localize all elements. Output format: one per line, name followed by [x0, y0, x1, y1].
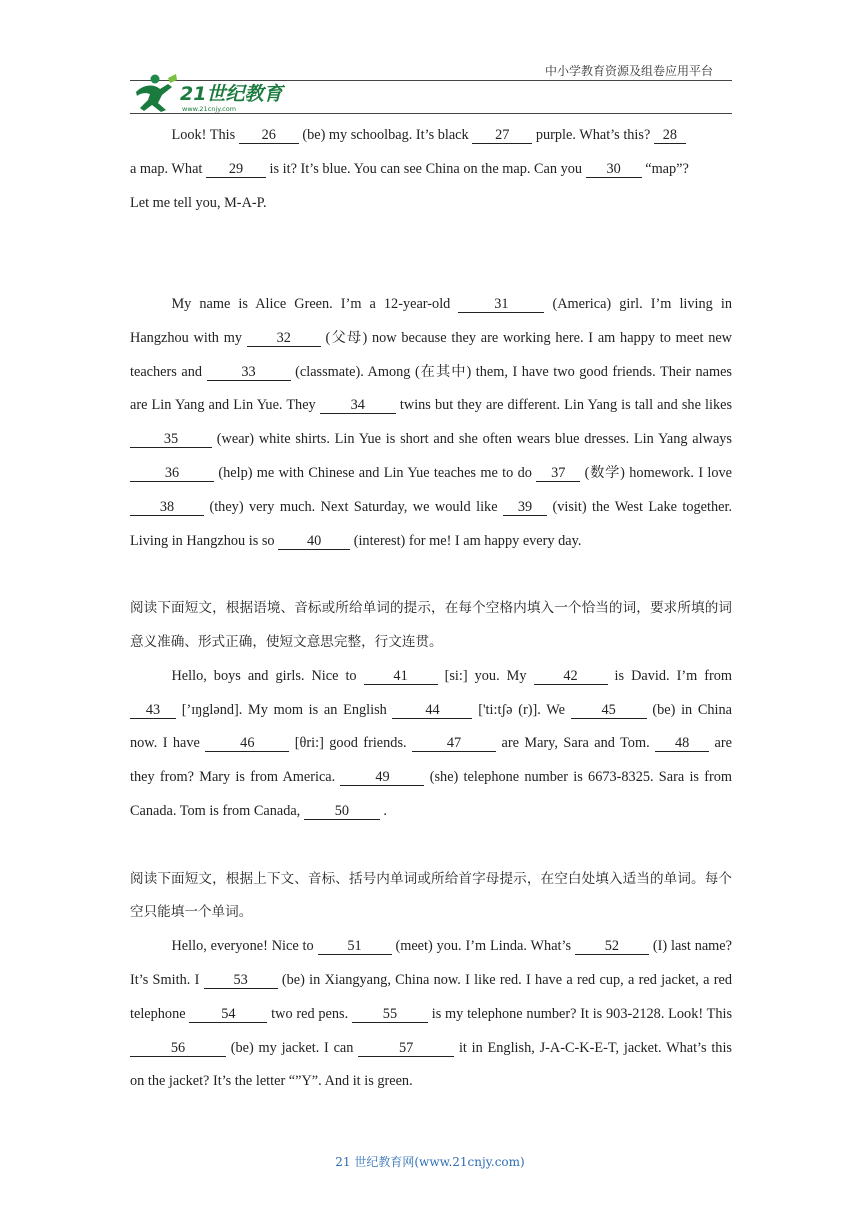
answer-blank-53[interactable]: 53	[204, 973, 278, 989]
passage-1-line	[130, 153, 732, 187]
answer-blank-41[interactable]: 41	[364, 669, 438, 685]
passage-text: [si:] you. My	[444, 667, 527, 684]
answer-blank-32[interactable]: 32	[247, 331, 321, 347]
passage-text: is it? It’s blue. You can see China on the map. Can you	[269, 160, 583, 177]
section-4-instruction: 阅读下面短文，根据上下文、音标、括号内单词或所给首字母提示，在空白处填入适当的单词。每个空只能填一个单词。	[130, 870, 732, 921]
answer-blank-39[interactable]: 39	[503, 500, 547, 516]
passage-text: (be) my schoolbag. It’s black	[302, 127, 469, 143]
footer-text: 21 世纪教育网(www.21cnjy.com)	[335, 1155, 525, 1169]
passage-text: ['ti:tʃə (r)]. We	[478, 701, 565, 718]
passage-text: a map. What	[130, 160, 203, 177]
passage-text: (数学) homework. I love	[584, 464, 733, 481]
answer-blank-48[interactable]: 48	[655, 736, 709, 752]
header-platform-text: 中小学教育资源及组卷应用平台	[544, 64, 713, 78]
passage-text: is David. I’m from	[614, 667, 733, 684]
answer-blank-40[interactable]: 40	[278, 534, 350, 550]
spacer	[130, 254, 732, 288]
answer-blank-51[interactable]: 51	[318, 939, 392, 955]
runner-logo-icon	[136, 74, 177, 112]
answer-blank-42[interactable]: 42	[534, 669, 608, 685]
passage-text: two red pens.	[271, 1005, 349, 1022]
answer-blank-44[interactable]: 44	[392, 703, 472, 719]
passage-text: is my telephone number? It is 903-2128. Look! This	[431, 1005, 733, 1022]
passage-text: (be) my jacket. I can	[230, 1039, 354, 1056]
logo-21cnjy	[130, 70, 300, 114]
passage-text: (I) last name? It’s Smith. I	[130, 938, 732, 988]
passage-2	[130, 288, 732, 558]
answer-blank-43[interactable]: 43	[130, 703, 176, 719]
passage-text: (be) in Xiangyang, China now. I like red. I have a red cup, a red jacket, a red telephone	[130, 971, 732, 1022]
answer-blank-29[interactable]: 29	[206, 162, 266, 178]
answer-blank-31[interactable]: 31	[458, 297, 544, 313]
document-body	[130, 119, 732, 1099]
answer-blank-45[interactable]: 45	[571, 703, 647, 719]
passage-text: (visit) the West Lake together. Living in Hangzhou is so	[130, 498, 733, 549]
answer-blank-33[interactable]: 33	[207, 365, 291, 381]
answer-blank-28[interactable]: 28	[654, 128, 686, 144]
passage-text: Look! This	[171, 127, 236, 143]
passage-text: (be) in China now. I have	[130, 701, 733, 752]
passage-text: (they) very much. Next Saturday, we would like	[209, 498, 498, 515]
answer-blank-38[interactable]: 38	[130, 500, 204, 516]
answer-blank-57[interactable]: 57	[358, 1041, 454, 1057]
answer-blank-49[interactable]: 49	[340, 770, 424, 786]
spacer	[130, 220, 732, 254]
answer-blank-55[interactable]: 55	[352, 1007, 428, 1023]
spacer	[130, 558, 732, 592]
answer-blank-35[interactable]: 35	[130, 432, 212, 448]
passage-1	[130, 119, 732, 220]
answer-blank-47[interactable]: 47	[412, 736, 496, 752]
answer-blank-27[interactable]: 27	[472, 128, 532, 144]
passage-text: (help) me with Chinese and Lin Yue teaches me to do	[218, 464, 532, 481]
answer-blank-37[interactable]: 37	[536, 466, 580, 482]
passage-text: .	[383, 802, 387, 819]
passage-text: Hello, everyone! Nice to	[171, 938, 314, 955]
passage-text: (meet) you. I’m Linda. What’s	[395, 938, 572, 955]
passage-text: Hello, boys and girls. Nice to	[171, 667, 357, 684]
answer-blank-26[interactable]: 26	[239, 128, 299, 144]
passage-1-line	[130, 119, 732, 153]
answer-blank-34[interactable]: 34	[320, 398, 396, 414]
logo-subtext: www.21cnjy.com	[182, 105, 237, 113]
logo-text: 21世纪教育	[180, 83, 283, 105]
header-rule-bottom	[130, 113, 732, 114]
passage-text: are they from? Mary is from America.	[130, 735, 732, 786]
section-3-instruction: 阅读下面短文，根据语境、音标或所给单词的提示，在每个空格内填入一个恰当的词，要求所填的词意义准确、形式正确，使短文意思完整，行文连贯。	[130, 600, 732, 650]
passage-text: (America) girl. I’m living in Hangzhou with my	[130, 295, 732, 346]
passage-1-line	[130, 187, 732, 221]
passage-text: (she) telephone number is 6673-8325. Sara is from Canada. Tom is from Canada,	[130, 769, 733, 819]
answer-blank-50[interactable]: 50	[304, 804, 380, 820]
passage-text: (父母) now because they are working here. I am happy to meet new teachers and	[130, 329, 733, 380]
spacer	[130, 829, 732, 863]
passage-text: (wear) white shirts. Lin Yue is short and she often wears blue dresses. Lin Yang always	[216, 431, 732, 448]
answer-blank-46[interactable]: 46	[205, 736, 289, 752]
passage-text: purple. What’s this?	[535, 127, 651, 143]
passage-text: (classmate). Among (在其中) them, I have two good friends. Their names are Lin Yang and Lin Yue. They	[130, 363, 732, 414]
answer-blank-56[interactable]: 56	[130, 1041, 226, 1057]
passage-text: it in English, J-A-C-K-E-T, jacket. What’s this on the jacket? It’s the letter “”Y”. And it is green.	[130, 1039, 732, 1090]
passage-text: (interest) for me! I am happy every day.	[353, 532, 582, 549]
passage-text: My name is Alice Green. I’m a 12-year-old	[171, 295, 451, 312]
passage-text: Let me tell you, M-A-P.	[130, 194, 267, 211]
passage-text: “map”?	[645, 160, 689, 177]
answer-blank-52[interactable]: 52	[575, 939, 649, 955]
passage-text: [θri:] good friends.	[294, 735, 407, 752]
answer-blank-36[interactable]: 36	[130, 466, 214, 482]
passage-text: twins but they are different. Lin Yang is tall and she likes	[399, 397, 733, 414]
passage-text: [’ɪŋglənd]. My mom is an English	[181, 701, 387, 718]
answer-blank-54[interactable]: 54	[189, 1007, 267, 1023]
passage-4	[130, 930, 732, 1099]
passage-text: are Mary, Sara and Tom.	[501, 735, 650, 752]
passage-3	[130, 660, 732, 829]
answer-blank-30[interactable]: 30	[586, 162, 642, 178]
